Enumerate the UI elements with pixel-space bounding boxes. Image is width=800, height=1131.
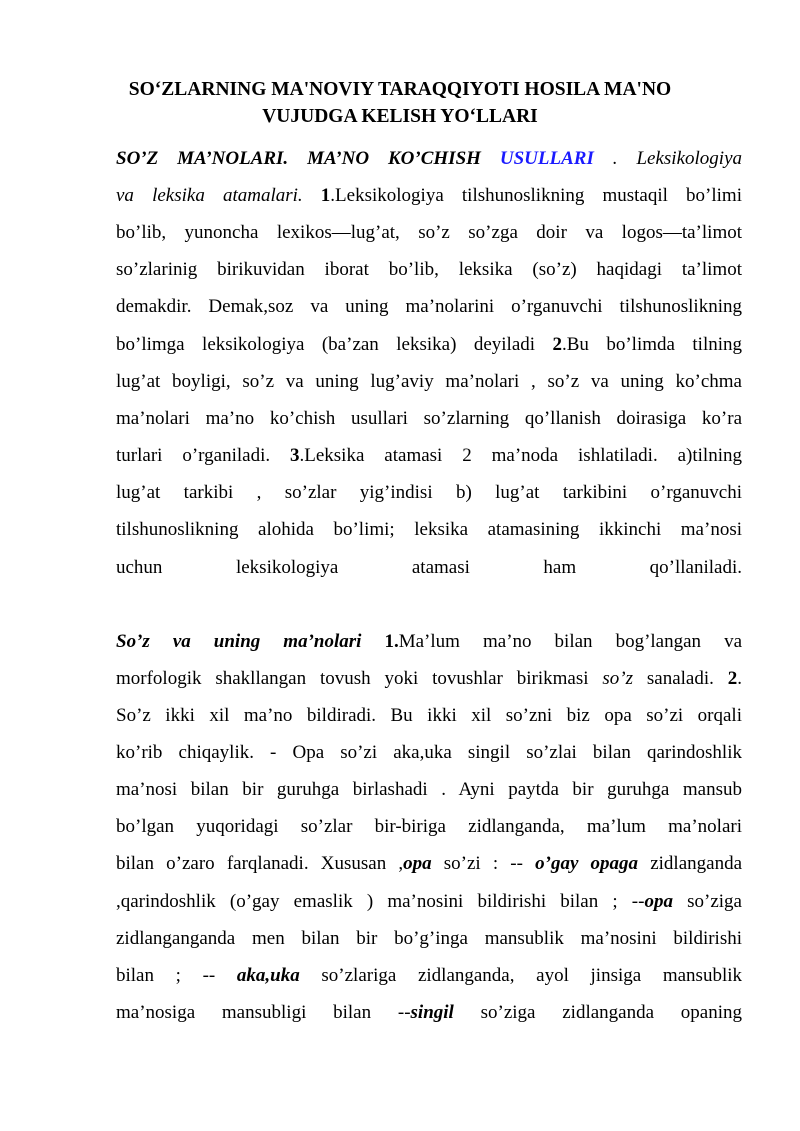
p2-line-4: ko’rib chiqaylik. - Opa so’zi aka,uka singil so’zlai bilan qarindoshlik: [116, 742, 742, 763]
p1-line-3: bo’lib, yunoncha lexikos—lug’at, so’z so’zga doir va logos—ta’limot: [116, 222, 742, 243]
p1-line-11: tilshunoslikning alohida bo’limi; leksika atamasining ikkinchi ma’nosi: [116, 519, 742, 540]
p1-line-1-rest: . Leksikologiya: [593, 148, 743, 169]
section-heading: SO’Z MA’NOLARI. MA’NO KO’CHISH: [116, 148, 481, 169]
p2-line-1: [116, 630, 742, 654]
p2-opa-term-2: opa: [644, 891, 673, 912]
p2-line-9: zidlanganganda men bilan bir bo’g’inga mansublik ma’nosini bildirishi: [116, 928, 742, 949]
p2-line-8-b: so’ziga: [672, 891, 742, 912]
p1-line-4: so’zlarinig birikuvidan iborat bo’lib, leksika (so’z) haqidagi ta’limot: [116, 259, 742, 280]
p2-line-11: [116, 1001, 742, 1025]
p2-line-2-b: sanaladi.: [633, 668, 728, 689]
p2-number-2: 2: [727, 668, 738, 689]
p2-line-8: [116, 890, 742, 914]
p2-line-7-c: zidlanganda: [638, 853, 742, 874]
p2-line-5: ma’nosi bilan bir guruhga birlashadi . Ayni paytda bir guruhga mansub: [116, 779, 742, 800]
p1-line-5: demakdir. Demak,soz va uning ma’nolarini o’rganuvchi tilshunoslikning: [116, 296, 742, 317]
p1-number-2: 2: [552, 334, 562, 355]
p2-number-1: 1.: [384, 631, 399, 652]
p2-line-2: [116, 667, 742, 691]
p2-ogay-opaga-term: o’gay opaga: [535, 853, 639, 874]
p2-line-10-a: bilan ; --: [116, 965, 237, 986]
document-title: [100, 76, 700, 130]
p1-line-6-a: bo’limga leksikologiya (ba’zan leksika) deyiladi: [116, 334, 553, 355]
p2-line-10-b: so’zlariga zidlanganda, ayol jinsiga mansublik: [299, 965, 742, 986]
p2-line-7-a: bilan o’zaro farqlanadi. Xususan ,: [116, 853, 404, 874]
p1-line-9-b: .Leksika atamasi 2 ma’noda ishlatiladi. a)tilning: [299, 445, 742, 466]
p1-line-12: uchun leksikologiya atamasi ham qo’llaniladi.: [116, 557, 742, 578]
p2-line-10: [116, 964, 742, 988]
p2-line-1-rest: Ma’lum ma’no bilan bog’langan va: [398, 631, 743, 652]
p1-line-1: [116, 147, 742, 171]
p2-line-2-italic: so’z: [602, 668, 633, 689]
p1-line-2-italic: va leksika atamalari.: [116, 185, 303, 206]
p2-line-7-b: so’zi : --: [431, 853, 536, 874]
p2-line-11-a: ma’nosiga mansubligi bilan --: [116, 1002, 411, 1023]
p2-aka-uka-term: aka,uka: [236, 965, 300, 986]
p1-line-10: lug’at tarkibi , so’zlar yig’indisi b) lug’at tarkibini o’rganuvchi: [116, 482, 742, 503]
p1-number-3: 3: [290, 445, 300, 466]
p2-line-2-c: .: [737, 668, 742, 689]
subsection-heading: So’z va uning ma’nolari: [116, 631, 362, 652]
p2-singil-term: singil: [410, 1002, 454, 1023]
p2-line-2-a: morfologik shakllangan tovush yoki tovushlar birikmasi: [116, 668, 603, 689]
p1-number-1: 1: [320, 185, 331, 206]
p1-line-9-a: turlari o’rganiladi.: [116, 445, 290, 466]
p1-line-9: [116, 444, 742, 468]
p1-line-6: [116, 333, 742, 357]
p2-opa-term: opa: [403, 853, 432, 874]
p2-line-6: bo’lgan yuqoridagi so’zlar bir-biriga zidlanganda, ma’lum ma’nolari: [116, 816, 742, 837]
title-line-2: VUJUDGA KELISH YO‘LLARI: [262, 106, 538, 127]
p1-line-8: ma’nolari ma’no ko’chish usullari so’zlarning qo’llanish doirasiga ko’ra: [116, 408, 742, 429]
p1-line-7: lug’at boyligi, so’z va uning lug’aviy ma’nolari , so’z va uning ko’chma: [116, 371, 742, 392]
p1-line-2-rest: .Leksikologiya tilshunoslikning mustaqil bo’limi: [330, 185, 742, 206]
p2-line-8-a: ,qarindoshlik (o’gay emaslik ) ma’nosini bildirishi bilan ; --: [116, 891, 645, 912]
title-line-1: SO‘ZLARNING MA'NOVIY TARAQQIYOTI HOSILA MA'NO: [128, 79, 672, 100]
p2-line-11-b: so’ziga zidlanganda opaning: [453, 1002, 743, 1023]
p1-line-6-b: .Bu bo’limda tilning: [561, 334, 742, 355]
p2-line-3: So’z ikki xil ma’no bildiradi. Bu ikki xil so’zni biz opa so’zi orqali: [116, 705, 742, 726]
p1-line-2: [116, 184, 742, 208]
usullari-link[interactable]: USULLARI: [499, 148, 594, 169]
p2-line-7: [116, 852, 742, 876]
